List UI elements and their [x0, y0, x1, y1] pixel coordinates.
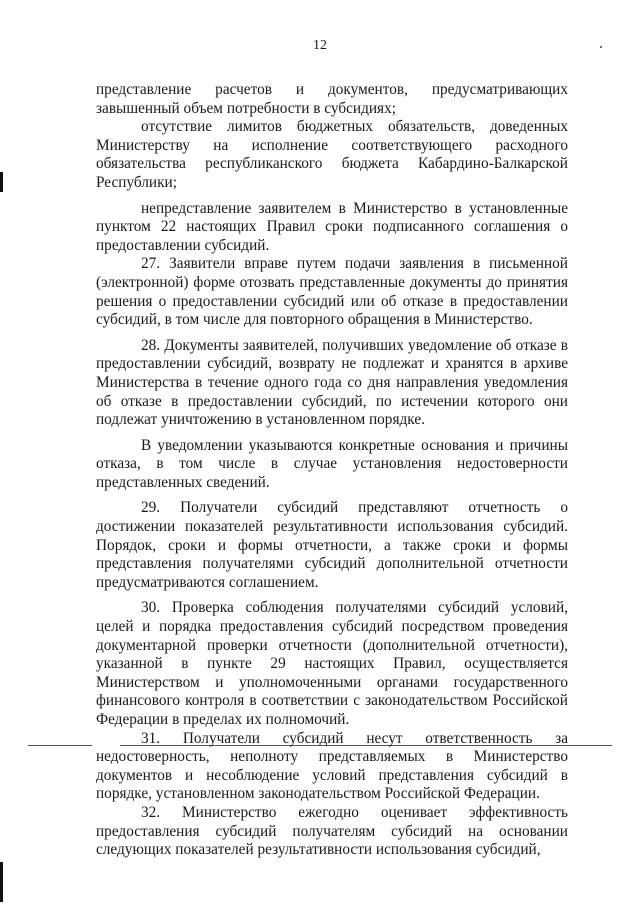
paragraph-gap — [96, 592, 568, 599]
paragraph-gap — [96, 430, 568, 437]
paragraph: 31. Получатели субсидий несут ответственность за недостоверность, неполноту представляемых в Министерство документов и несоблюдение условий представления субсидий в порядке, установленном законодательством Российской Федерации. — [96, 729, 568, 803]
paragraph: отсутствие лимитов бюджетных обязательств, доведенных Министерству на исполнение соответствующего расходного обязательства республиканского бюджета Кабардино-Балкарской Республики; — [96, 118, 568, 191]
paragraph: 27. Заявители вправе путем подачи заявления в письменной (электронной) форме отозвать представленные документы до принятия решения о предоставлении субсидий или об отказе в предоставлении субсидий, в том числе для повторного обращения в Министерство. — [96, 255, 568, 329]
scan-rule-left — [28, 745, 92, 746]
paragraph: непредставление заявителем в Министерство в установленные пунктом 22 настоящих Правил сроки подписанного соглашения о предоставлении субсидий. — [96, 199, 568, 254]
paragraph: В уведомлении указываются конкретные основания и причины отказа, в том числе в случае установления недостоверности представленных сведений. — [96, 436, 568, 491]
paragraph-gap — [96, 330, 568, 337]
scan-edge-mark-bottom — [0, 862, 3, 902]
paragraph-gap — [96, 492, 568, 499]
paragraph: 29. Получатели субсидий представляют отчетность о достижении показателей результативности использования субсидий. Порядок, сроки и формы отчетности, а также сроки и формы представления получателями субсидий дополнительной отчетности предусматриваются соглашением. — [96, 499, 568, 591]
paragraph: представление расчетов и документов, предусматривающих завышенный объем потребности в субсидиях; — [96, 81, 568, 117]
scan-edge-mark-top — [0, 172, 3, 192]
paragraph-gap — [96, 193, 568, 200]
paragraph: 30. Проверка соблюдения получателями субсидий условий, целей и порядка предоставления субсидий посредством проведения документарной проверки отчетности (дополнительной отчетности), указанной в пункте 29 настоящих Правил, осуществляется Министерством и уполномоченными органами государственного финансового контроля в соответствии с законодательством Российской Федерации в пределах их полномочий. — [96, 599, 568, 728]
paragraph: 32. Министерство ежегодно оценивает эффективность предоставления субсидий получателям субсидий на основании следующих показателей результативности использования субсидий, — [96, 803, 568, 859]
paragraph: 28. Документы заявителей, получивших уведомление об отказе в предоставлении субсидий, возврату не подлежат и хранятся в архиве Министерства в течение одного года со дня направления уведомления об отказе в предоставлении субсидий, по истечении которого они подлежат уничтожению в установленном порядке. — [96, 336, 568, 429]
document-body — [96, 81, 568, 860]
page-number: 12 — [313, 38, 327, 53]
